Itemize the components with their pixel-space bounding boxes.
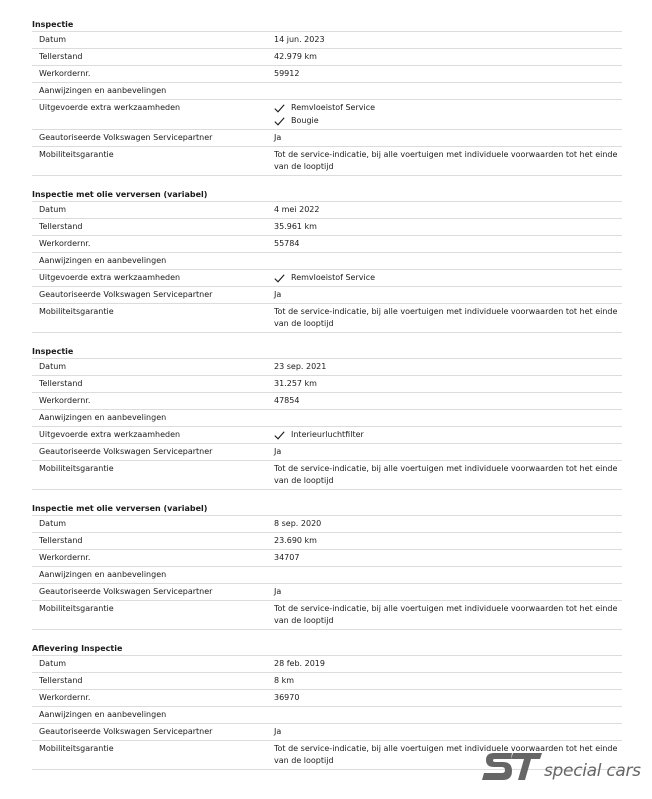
row-label: Mobiliteitsgarantie bbox=[32, 304, 267, 333]
table-row bbox=[32, 100, 622, 130]
service-record-table bbox=[32, 31, 622, 176]
row-label: Tellerstand bbox=[32, 219, 267, 236]
row-label: Tellerstand bbox=[32, 49, 267, 66]
row-label: Datum bbox=[32, 656, 267, 673]
row-label: Tellerstand bbox=[32, 673, 267, 690]
row-label: Werkordernr. bbox=[32, 550, 267, 567]
row-value: Ja bbox=[267, 287, 622, 304]
completed-work-label: Remvloeistof Service bbox=[291, 103, 376, 112]
row-value: Ja bbox=[267, 724, 622, 741]
row-label: Geautoriseerde Volkswagen Servicepartner bbox=[32, 724, 267, 741]
table-row bbox=[32, 287, 622, 304]
table-row bbox=[32, 516, 622, 533]
table-row bbox=[32, 83, 622, 100]
checkmark-icon bbox=[274, 117, 291, 126]
row-label: Mobiliteitsgarantie bbox=[32, 461, 267, 490]
completed-work-label: Remvloeistof Service bbox=[291, 273, 376, 282]
row-value: 42.979 km bbox=[267, 49, 622, 66]
service-record-table bbox=[32, 201, 622, 333]
row-value: 31.257 km bbox=[267, 376, 622, 393]
row-value: 34707 bbox=[267, 550, 622, 567]
row-label: Datum bbox=[32, 32, 267, 49]
service-record bbox=[32, 346, 622, 490]
row-value: Tot de service-indicatie, bij alle voertuigen met individuele voorwaarden tot het einde van de looptijd bbox=[267, 741, 622, 770]
table-row bbox=[32, 32, 622, 49]
service-record-title: Inspectie bbox=[32, 20, 74, 29]
row-value: Tot de service-indicatie, bij alle voertuigen met individuele voorwaarden tot het einde van de looptijd bbox=[267, 461, 622, 490]
table-row bbox=[32, 270, 622, 287]
row-value bbox=[267, 707, 622, 724]
table-row bbox=[32, 147, 622, 176]
row-value bbox=[267, 83, 622, 100]
row-value: Tot de service-indicatie, bij alle voertuigen met individuele voorwaarden tot het einde van de looptijd bbox=[267, 304, 622, 333]
row-value: 8 km bbox=[267, 673, 622, 690]
table-row bbox=[32, 533, 622, 550]
row-value bbox=[267, 100, 622, 130]
table-row bbox=[32, 707, 622, 724]
table-row bbox=[32, 690, 622, 707]
table-row bbox=[32, 724, 622, 741]
table-row bbox=[32, 656, 622, 673]
service-record-title: Inspectie bbox=[32, 347, 74, 356]
logo-tagline: special cars bbox=[544, 761, 641, 781]
row-value: 47854 bbox=[267, 393, 622, 410]
checkmark-icon bbox=[274, 431, 291, 440]
row-value: 28 feb. 2019 bbox=[267, 656, 622, 673]
row-value: 23 sep. 2021 bbox=[267, 359, 622, 376]
row-label: Werkordernr. bbox=[32, 66, 267, 83]
table-row bbox=[32, 673, 622, 690]
table-row bbox=[32, 202, 622, 219]
row-label: Aanwijzingen en aanbevelingen bbox=[32, 253, 267, 270]
row-value bbox=[267, 253, 622, 270]
row-label: Uitgevoerde extra werkzaamheden bbox=[32, 427, 267, 444]
row-value: 35.961 km bbox=[267, 219, 622, 236]
table-row bbox=[32, 567, 622, 584]
row-value: 14 jun. 2023 bbox=[267, 32, 622, 49]
row-label: Geautoriseerde Volkswagen Servicepartner bbox=[32, 444, 267, 461]
table-row bbox=[32, 130, 622, 147]
row-value: 4 mei 2022 bbox=[267, 202, 622, 219]
row-value: Tot de service-indicatie, bij alle voertuigen met individuele voorwaarden tot het einde van de looptijd bbox=[267, 601, 622, 630]
row-label: Werkordernr. bbox=[32, 393, 267, 410]
table-row bbox=[32, 253, 622, 270]
row-label: Uitgevoerde extra werkzaamheden bbox=[32, 270, 267, 287]
table-row bbox=[32, 219, 622, 236]
service-record-title: Aflevering Inspectie bbox=[32, 644, 123, 653]
completed-work-label: Bougie bbox=[291, 116, 319, 125]
row-label: Mobiliteitsgarantie bbox=[32, 741, 267, 770]
row-label: Geautoriseerde Volkswagen Servicepartner bbox=[32, 584, 267, 601]
table-row bbox=[32, 304, 622, 333]
row-value: 59912 bbox=[267, 66, 622, 83]
row-value bbox=[267, 427, 622, 444]
table-row bbox=[32, 359, 622, 376]
row-value: Ja bbox=[267, 130, 622, 147]
service-record bbox=[32, 19, 622, 176]
table-row bbox=[32, 550, 622, 567]
table-row bbox=[32, 66, 622, 83]
service-record-table bbox=[32, 515, 622, 630]
row-value: 36970 bbox=[267, 690, 622, 707]
table-row bbox=[32, 376, 622, 393]
row-value: Ja bbox=[267, 584, 622, 601]
service-record-table bbox=[32, 358, 622, 490]
table-row bbox=[32, 236, 622, 253]
row-label: Werkordernr. bbox=[32, 690, 267, 707]
row-label: Mobiliteitsgarantie bbox=[32, 601, 267, 630]
row-label: Datum bbox=[32, 202, 267, 219]
row-value: Tot de service-indicatie, bij alle voertuigen met individuele voorwaarden tot het einde van de looptijd bbox=[267, 147, 622, 176]
completed-work-label: Interieurluchtfilter bbox=[291, 430, 364, 439]
row-label: Geautoriseerde Volkswagen Servicepartner bbox=[32, 130, 267, 147]
row-label: Datum bbox=[32, 359, 267, 376]
service-history-document bbox=[32, 19, 622, 783]
st-logo-mark-icon bbox=[482, 749, 544, 789]
row-label: Datum bbox=[32, 516, 267, 533]
row-label: Tellerstand bbox=[32, 376, 267, 393]
row-value bbox=[267, 567, 622, 584]
table-row bbox=[32, 601, 622, 630]
checkmark-icon bbox=[274, 274, 291, 283]
table-row bbox=[32, 393, 622, 410]
row-value bbox=[267, 270, 622, 287]
row-label: Mobiliteitsgarantie bbox=[32, 147, 267, 176]
row-value: Ja bbox=[267, 444, 622, 461]
service-record bbox=[32, 503, 622, 630]
service-record bbox=[32, 189, 622, 333]
table-row bbox=[32, 427, 622, 444]
row-label: Geautoriseerde Volkswagen Servicepartner bbox=[32, 287, 267, 304]
completed-work-item bbox=[274, 102, 618, 114]
table-row bbox=[32, 461, 622, 490]
st-special-cars-logo bbox=[482, 749, 642, 789]
row-value: 8 sep. 2020 bbox=[267, 516, 622, 533]
service-record-title: Inspectie met olie verversen (variabel) bbox=[32, 190, 208, 199]
completed-work-item bbox=[274, 115, 618, 127]
service-record-title: Inspectie met olie verversen (variabel) bbox=[32, 504, 208, 513]
row-value bbox=[267, 410, 622, 427]
completed-work-item bbox=[274, 272, 618, 284]
table-row bbox=[32, 444, 622, 461]
table-row bbox=[32, 410, 622, 427]
row-label: Aanwijzingen en aanbevelingen bbox=[32, 567, 267, 584]
row-value: 55784 bbox=[267, 236, 622, 253]
row-label: Werkordernr. bbox=[32, 236, 267, 253]
checkmark-icon bbox=[274, 104, 291, 113]
row-label: Aanwijzingen en aanbevelingen bbox=[32, 83, 267, 100]
table-row bbox=[32, 49, 622, 66]
row-label: Uitgevoerde extra werkzaamheden bbox=[32, 100, 267, 130]
completed-work-item bbox=[274, 429, 618, 441]
row-label: Tellerstand bbox=[32, 533, 267, 550]
table-row bbox=[32, 584, 622, 601]
row-value: 23.690 km bbox=[267, 533, 622, 550]
row-label: Aanwijzingen en aanbevelingen bbox=[32, 707, 267, 724]
row-label: Aanwijzingen en aanbevelingen bbox=[32, 410, 267, 427]
